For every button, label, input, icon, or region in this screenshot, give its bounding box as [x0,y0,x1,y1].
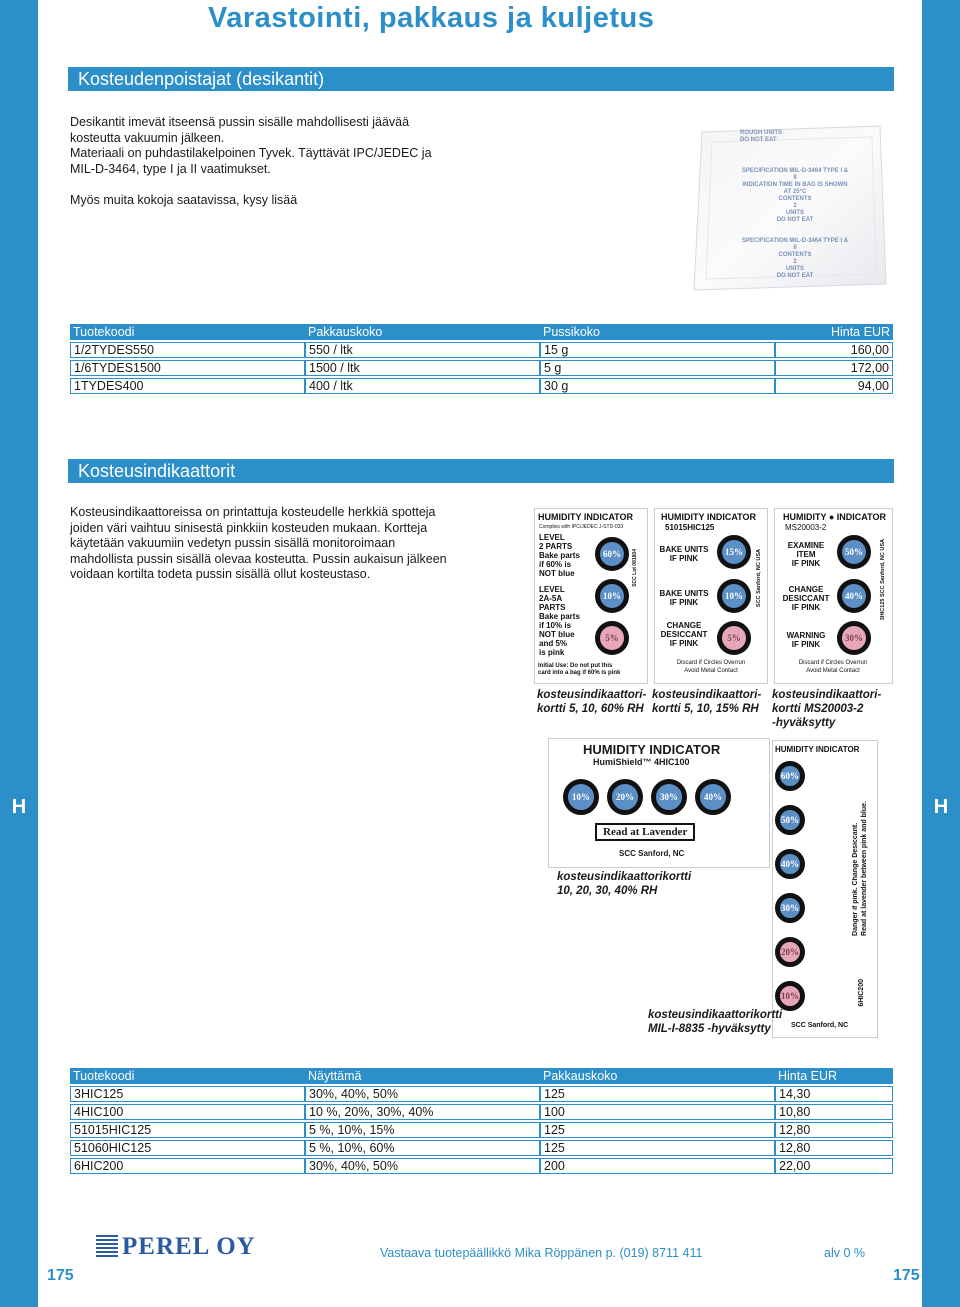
cell-display: 30%, 40%, 50% [305,1086,540,1102]
cell-bag-size: 30 g [540,378,775,394]
indicators-table [70,1066,893,1176]
card-side-text: SCC Lot 081804 [632,549,638,587]
cell-price: 14,30 [775,1086,893,1102]
humidity-spot: 10% [717,579,751,613]
side-letter: H [11,796,27,818]
col-header-bag-size: Pussikoko [540,324,775,340]
humidity-spot: 10% [775,981,805,1011]
card-maker: SCC Sanford, NC [791,1022,849,1029]
card-title: HUMIDITY ● INDICATOR [783,512,886,522]
cell-price: 172,00 [775,360,893,376]
card-code: 6HIC200 [858,979,865,1007]
cell-price: 10,80 [775,1104,893,1120]
table-row [70,342,893,358]
table-row [70,1140,893,1156]
caption-card-2: kosteusindikaattori- kortti 5, 10, 15% RH [652,689,762,715]
table-row [70,1158,893,1174]
card-label: EXAMINE ITEM IF PINK [787,541,825,568]
cell-display: 5 %, 10%, 60% [305,1140,540,1156]
section-heading-desiccants: Kosteudenpoistajat (desikantit) [68,67,894,91]
desiccants-text [70,115,490,209]
cell-bag-size: 5 g [540,360,775,376]
cell-product-code: 4HIC100 [70,1104,305,1120]
humidity-card-3 [774,508,893,684]
card-label: CHANGE DESICCANT IF PINK [782,585,830,612]
humidity-spot: 20% [607,779,643,815]
cell-price: 12,80 [775,1122,893,1138]
card-subtitle: Complies with IPC/JEDEC J-STD-033 [539,524,624,530]
table-row [70,1104,893,1120]
card-maker: SCC Sanford, NC [619,849,685,858]
humidity-spot: 60% [775,761,805,791]
card-label: CHANGE DESICCANT IF PINK [660,621,708,648]
cell-display: 30%, 40%, 50% [305,1158,540,1174]
humidity-spot: 5% [717,621,751,655]
card-title: HUMIDITY INDICATOR [583,742,721,757]
cell-display: 10 %, 20%, 30%, 40% [305,1104,540,1120]
humidity-spot: 40% [837,579,871,613]
cell-package-size: 1500 / ltk [305,360,540,376]
cell-package-size: 100 [540,1104,775,1120]
cell-product-code: 51060HIC125 [70,1140,305,1156]
col-header-package-size: Pakkauskoko [540,1068,775,1084]
desiccants-note: Myös muita kokoja saatavissa, kysy lisää [70,193,298,207]
footer-vat: alv 0 % [824,1246,865,1260]
cell-package-size: 125 [540,1140,775,1156]
indicators-description: Kosteusindikaattoreissa on printattuja kosteudelle herkkiä spotteja joiden väri vaihtuu sinisestä pinkkiin kosteuden mukaan. Kortteja käytetään vakuumiin vedetyn pussin sisällä monitoroimaan mahdollista pussin sisällä olevaa kosteutta. Pussin aukaisun jälkeen voidaan kortilta todeta pussin sisällä ollut kosteustaso. [70,505,447,581]
humidity-card-4 [548,738,770,868]
table-header-row [70,324,893,340]
card-side-text: SCC Sanford, NC USA [756,549,762,608]
table-header-row [70,1068,893,1084]
cell-package-size: 200 [540,1158,775,1174]
card-title: HUMIDITY INDICATOR [661,512,757,522]
cell-price: 22,00 [775,1158,893,1174]
cell-price: 12,80 [775,1140,893,1156]
logo-text: PEREL OY [122,1233,256,1260]
cell-price: 94,00 [775,378,893,394]
table-row [70,1122,893,1138]
cell-product-code: 1/2TYDES550 [70,342,305,358]
cell-product-code: 3HIC125 [70,1086,305,1102]
cell-package-size: 400 / ltk [305,378,540,394]
humidity-spot: 5% [595,621,629,655]
page-number-left: 175 [47,1267,74,1284]
humidity-spot: 15% [717,535,751,569]
card-title: HUMIDITY INDICATOR [775,745,860,754]
humidity-spot: 30% [651,779,687,815]
card-label: BAKE UNITS IF PINK [659,589,709,607]
humidity-spot: 40% [695,779,731,815]
humidity-spot: 30% [837,621,871,655]
desiccants-description: Desikantit imevät itseensä pussin sisälle mahdollisesti jäävää kosteutta vakuumin jälkeen. Materiaali on puhdastilakelpoinen Tyvek. Täyttävät IPC/JEDEC ja MIL-D-3464, type I ja II vaatimukset. [70,115,432,176]
footer-contact: Vastaava tuotepäällikkö Mika Röppänen p. (019) 8711 411 [380,1246,703,1260]
cell-package-size: 125 [540,1122,775,1138]
card-level-2: LEVEL 2A-5A PARTS Bake parts if 10% is NOT blue and 5% is pink [539,585,580,657]
col-header-price: Hinta EUR [775,324,893,340]
cell-package-size: 125 [540,1086,775,1102]
packet-text-middle: SPECIFICATION MIL-D-3464 TYPE I & II INDICATION TIME IN BAG IS SHOWN AT 25°C CONTENTS 2 UNITS DO NOT EAT [741,168,849,223]
cell-package-size: 550 / ltk [305,342,540,358]
col-header-display: Näyttämä [305,1068,540,1084]
humidity-spot: 50% [775,805,805,835]
card-footer: Initial Use: Do not put this card into a bag if 60% is pink [538,663,621,676]
page-number-right: 175 [893,1267,920,1284]
table-row [70,360,893,376]
card-title: HUMIDITY INDICATOR [538,512,634,522]
card-label: BAKE UNITS IF PINK [659,545,709,563]
caption-card-1: kosteusindikaattori- kortti 5, 10, 60% RH [537,689,647,715]
desiccants-table [70,322,893,396]
card-level-1: LEVEL 2 PARTS Bake parts if 60% is NOT blue [539,533,580,578]
card-label: WARNING IF PINK [786,631,826,649]
section-heading-indicators: Kosteusindikaattorit [68,459,894,483]
table-row [70,1086,893,1102]
humidity-card-1 [534,508,648,684]
company-logo [96,1233,256,1261]
col-header-price: Hinta EUR [775,1068,893,1084]
packet-text-top: ROUGH UNITS DO NOT EAT [740,130,782,143]
packet-text-bottom: SPECIFICATION MIL-D-3464 TYPE I & II CONTENTS 2 UNITS DO NOT EAT [741,238,849,279]
side-letter: H [933,796,949,818]
humidity-spot: 60% [595,537,629,571]
card-footer: Discard if Circles Overrun Avoid Metal Contact [676,660,746,674]
caption-card-3: kosteusindikaattori- kortti MS20003-2 -hyväksytty [772,689,882,729]
humidity-spot: 10% [595,579,629,613]
logo-mark-icon [96,1235,118,1257]
humidity-spot: 30% [775,893,805,923]
card-read-box: Read at Lavender [595,823,695,841]
cell-display: 5 %, 10%, 15% [305,1122,540,1138]
left-side-bar [0,0,38,1307]
humidity-spot: 50% [837,535,871,569]
cell-bag-size: 15 g [540,342,775,358]
card-code: 51015HIC125 [665,523,715,532]
table-row [70,378,893,394]
humidity-spot: 20% [775,937,805,967]
caption-card-4: kosteusindikaattorikortti 10, 20, 30, 40% RH [557,871,692,897]
cell-product-code: 1/6TYDES1500 [70,360,305,376]
caption-card-5: kosteusindikaattorikortti MIL-I-8835 -hyväksytty [648,1009,783,1035]
humidity-spot: 40% [775,849,805,879]
card-subtitle: HumiShield™ 4HIC100 [593,757,690,767]
card-side-text: 3HIC125 SCC Sanford, NC USA [880,539,886,621]
card-footer: Discard if Circles Overrun Avoid Metal Contact [798,660,868,674]
col-header-product-code: Tuotekoodi [70,1068,305,1084]
right-side-bar [922,0,960,1307]
cell-product-code: 51015HIC125 [70,1122,305,1138]
humidity-spot: 10% [563,779,599,815]
card-side-text: Danger if pink. Change Desiccant. Read at lavender between pink and blue. [852,801,868,936]
col-header-product-code: Tuotekoodi [70,324,305,340]
cell-product-code: 6HIC200 [70,1158,305,1174]
card-code: MS20003-2 [785,523,827,532]
cell-product-code: 1TYDES400 [70,378,305,394]
humidity-card-2 [654,508,768,684]
indicators-text [70,505,490,583]
col-header-package-size: Pakkauskoko [305,324,540,340]
page-title: Varastointi, pakkaus ja kuljetus [208,2,655,34]
humidity-card-5 [772,740,878,1038]
desiccant-packet-image [690,124,890,294]
cell-price: 160,00 [775,342,893,358]
